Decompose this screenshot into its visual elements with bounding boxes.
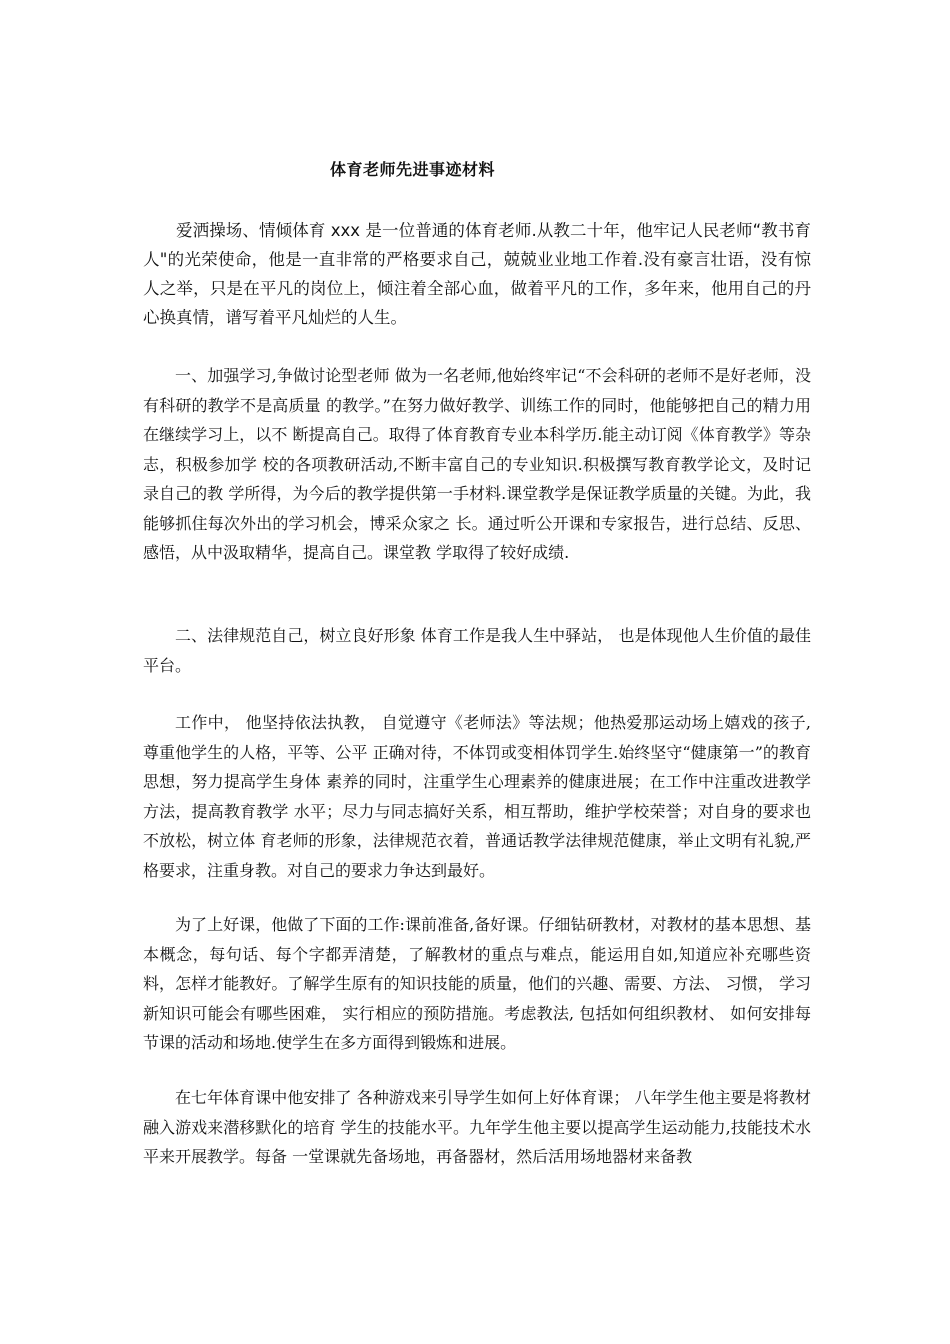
paragraph-grade-teaching: 在七年体育课中他安排了 各种游戏来引导学生如何上好体育课； 八年学生他主要是将教材融入游戏来潜移默化的培育 学生的技能水平。九年学生他主要以提高学生运动能力,技能技术水平来开展教学。每备 一堂课就先备场地，再备器材，然后活用场地器材来备教 [143, 1088, 811, 1166]
paragraph-section-2: 二、法律规范自己，树立良好形象 体育工作是我人生中驿站， 也是体现他人生价值的最佳平台。 [143, 626, 811, 675]
document-title: 体育老师先进事迹材料 [329, 160, 495, 179]
paragraph-work: 工作中， 他坚持依法执教， 自觉遵守《老师法》等法规；他热爱那运动场上嬉戏的孩子,尊重他学生的人格，平等、公平 正确对待，不体罚或变相体罚学生.始终坚守“健康第一”的教育思想，努力提高学生身体 素养的同时，注重学生心理素养的健康进展；在工作中注重改进教学方法，提高教育教学 水平；尽力与同志搞好关系，相互帮助，维护学校荣誉；对自身的要求也不放松，树立体 育老师的形象，法律规范衣着，普通话教学法律规范健康，举止文明有礼貌,严格要求，注重身教。对自己的要求力争达到最好。 [143, 713, 811, 880]
paragraph-intro: 爱洒操场、情倾体育 xxx 是一位普通的体育老师.从教二十年，他牢记人民老师“教书育人"的光荣使命，他是一直非常的严格要求自己，兢兢业业地工作着.没有豪言壮语，没有惊人之举，只是在平凡的岗位上，倾注着全部心血，做着平凡的工作，多年来，他用自己的丹心换真情，谱写着平凡灿烂的人生。 [143, 221, 811, 327]
paragraph-lesson-prep: 为了上好课，他做了下面的工作:课前准备,备好课。仔细钻研教材，对教材的基本思想、基本概念，每句话、每个字都弄清楚，了解教材的重点与难点，能运用自如,知道应补充哪些资料，怎样才能教好。了解学生原有的知识技能的质量，他们的兴趣、需要、方法、 习惯， 学习新知识可能会有哪些困难， 实行相应的预防措施。考虑教法, 包括如何组织教材、 如何安排每节课的活动和场地.使学生在多方面得到锻炼和进展。 [143, 915, 811, 1052]
paragraph-section-1: 一、加强学习,争做讨论型老师 做为一名老师,他始终牢记“不会科研的老师不是好老师，没有科研的教学不是高质量 的教学。”在努力做好教学、训练工作的同时，他能够把自己的精力用在继续学习上，以不 断提高自己。取得了体育教育专业本科学历.能主动订阅《体育教学》等杂志，积极参加学 校的各项教研活动,不断丰富自己的专业知识.积极撰写教育教学论文，及时记录自己的教 学所得，为今后的教学提供第一手材料.课堂教学是保证教学质量的关键。为此，我能够抓住每次外出的学习机会，博采众家之 长。通过听公开课和专家报告，进行总结、反思、感悟，从中汲取精华，提高自己。课堂教 学取得了较好成绩. [143, 366, 811, 562]
